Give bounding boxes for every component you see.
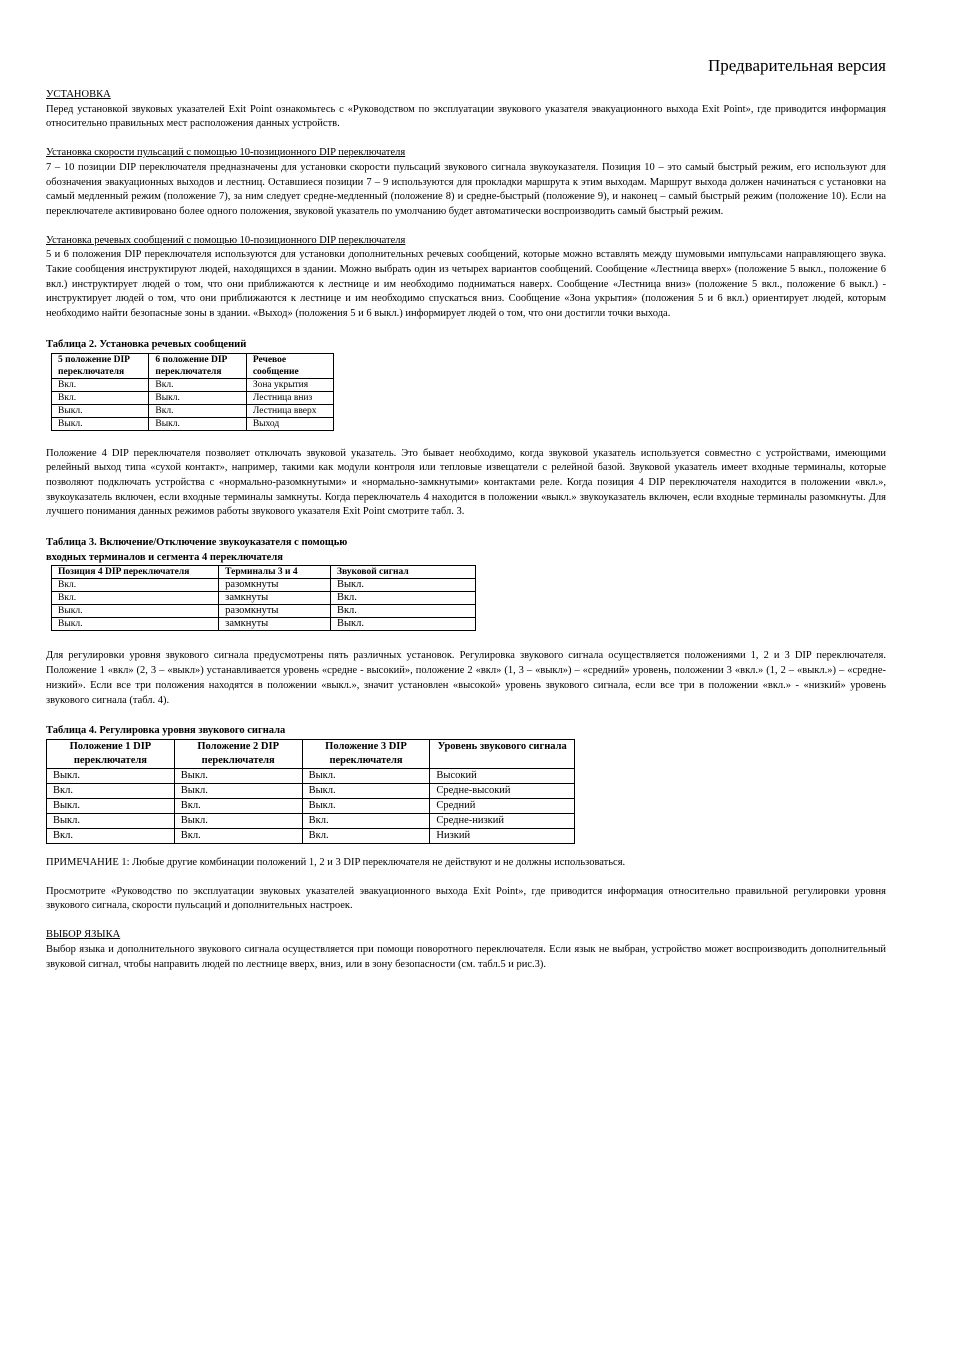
- table-header-cell: Звуковой сигнал: [330, 566, 475, 579]
- table3: [51, 565, 476, 631]
- table-cell: Вкл.: [52, 378, 149, 391]
- section-title-language: ВЫБОР ЯЗЫКА: [46, 929, 121, 941]
- table4-caption: Таблица 4. Регулировка уровня звукового сигнала: [46, 725, 286, 737]
- table-cell: Выкл.: [149, 391, 246, 404]
- table-cell: Выкл.: [302, 768, 430, 783]
- table2: [51, 353, 334, 431]
- table-header-cell: Речевое сообщение: [246, 353, 333, 378]
- table-cell: Вкл.: [302, 813, 430, 828]
- table-header-row: [52, 353, 334, 378]
- table-cell: замкнуты: [219, 592, 331, 605]
- document-body: [46, 88, 886, 972]
- table-cell: Выход: [246, 417, 333, 430]
- table-cell: Выкл.: [174, 783, 302, 798]
- table-cell: Выкл.: [302, 798, 430, 813]
- table-header-cell: Положение 2 DIP переключателя: [174, 739, 302, 768]
- table-header-cell: 5 положение DIP переключателя: [52, 353, 149, 378]
- table-header-cell: Терминалы 3 и 4: [219, 566, 331, 579]
- table-cell: Выкл.: [52, 605, 219, 618]
- table-cell: Лестница вверх: [246, 404, 333, 417]
- table-cell: замкнуты: [219, 618, 331, 631]
- section-title-pulse-rate: Установка скорости пульсаций с помощью 10-позиционного DIP переключателя: [46, 147, 406, 159]
- table-cell: Выкл.: [149, 417, 246, 430]
- table-cell: Вкл.: [52, 579, 219, 592]
- table-cell: разомкнуты: [219, 605, 331, 618]
- table-cell: Вкл.: [47, 828, 175, 843]
- table-header-cell: Положение 3 DIP переключателя: [302, 739, 430, 768]
- table-cell: Выкл.: [47, 813, 175, 828]
- table-header-row: [52, 566, 476, 579]
- table-header-cell: Уровень звукового сигнала: [430, 739, 575, 768]
- table-cell: Выкл.: [174, 813, 302, 828]
- page-header: Предварительная версия: [707, 56, 886, 75]
- table-cell: Выкл.: [47, 768, 175, 783]
- table-cell: Вкл.: [330, 605, 475, 618]
- table-cell: Вкл.: [174, 798, 302, 813]
- table-cell: Вкл.: [330, 592, 475, 605]
- table-row: [47, 768, 575, 783]
- paragraph-voice-messages: 5 и 6 положения DIP переключателя используются для установки дополнительных речевых сообщений, которые можно вставлять между шумовыми импульсами направляющего звука. Такие сообщения инструктируют людей, находящихся в здании. Можно выбрать один из четырех вариантов сообщений. Сообщение «Лестница вверх» (положение 5 выкл., положение 6 вкл.) инструктирует людей о том, что они приближаются к лестнице и им необходимо подниматься наверх. Сообщение «Лестница вниз» (положение 5 вкл., положение 6 выкл.) - инструктирует людей о том, что они приближаются к лестнице и им необходимо спускаться вниз. Сообщение «Зона укрытия» (положения 5 и 6 вкл.) ориентирует людей, которым необходимо найти безопасные зоны в здании. «Выход» (положения 5 и 6 выкл.) информирует людей о том, что они достигли точки выхода.: [46, 249, 886, 320]
- table-cell: разомкнуты: [219, 579, 331, 592]
- table-row: [52, 579, 476, 592]
- table-cell: Вкл.: [52, 391, 149, 404]
- table-row: [52, 378, 334, 391]
- table-cell: Вкл.: [174, 828, 302, 843]
- table-cell: Выкл.: [52, 417, 149, 430]
- table-cell: Средний: [430, 798, 575, 813]
- table-cell: Выкл.: [52, 404, 149, 417]
- table-row: [52, 391, 334, 404]
- table-header-row: [47, 739, 575, 768]
- table-cell: Вкл.: [149, 404, 246, 417]
- table-row: [52, 592, 476, 605]
- table2-caption: Таблица 2. Установка речевых сообщений: [46, 338, 247, 350]
- section-title-installation: УСТАНОВКА: [46, 89, 111, 100]
- table-row: [47, 783, 575, 798]
- table-cell: Выкл.: [52, 618, 219, 631]
- table-header-cell: 6 положение DIP переключателя: [149, 353, 246, 378]
- table-cell: Вкл.: [47, 783, 175, 798]
- paragraph-installation: Перед установкой звуковых указателей Exit Point ознакомьтесь с «Руководством по эксплуатации звукового указателя эвакуационного выхода Exit Point», где приводится информация относительно правильных мест расположения данных устройств.: [46, 103, 886, 130]
- table3-caption-line2: входных терминалов и сегмента 4 переключателя: [46, 551, 283, 563]
- table-header-cell: Положение 1 DIP переключателя: [47, 739, 175, 768]
- paragraph-pulse-rate: 7 – 10 позиции DIP переключателя предназначены для установки скорости пульсаций звукового сигнала звукоуказателя. Позиция 10 – это самый быстрый режим, его используют для обозначения эвакуационных выходов и лестниц. Оставшиеся позиции 7 – 9 используются для прокладки маршрута к этим выходам. Маршрут выхода должен начинаться с установки на самый медленный режим (положение 7), за ним следует средне-медленный (положение 8) и средне-быстрый (положение 9), и наконец – самый быстрый режим (положение 10). Если на переключателе активировано более одного положения, звуковой указатель по умолчанию будет автоматически воспроизводить самый быстрый режим.: [46, 161, 886, 217]
- table-cell: Выкл.: [47, 798, 175, 813]
- table-row: [52, 404, 334, 417]
- table-row: [47, 798, 575, 813]
- table4: [46, 739, 575, 844]
- paragraph-manual-reference: Просмотрите «Руководство по эксплуатации звуковых указателей эвакуационного выхода Exit Point», где приводится информация относительно правильной регулировки уровня звукового сигнала, скорости пульсаций и дополнительных настроек.: [46, 885, 886, 912]
- table-cell: Вкл.: [52, 592, 219, 605]
- section-title-voice-messages: Установка речевых сообщений с помощью 10-позиционного DIP переключателя: [46, 234, 406, 246]
- table-cell: Средне-низкий: [430, 813, 575, 828]
- paragraph-dip4: Положение 4 DIP переключателя позволяет отключать звуковой указатель. Это бывает необходимо, когда звуковой указатель используется совместно с устройствами, имеющими релейный выход типа «сухой контакт», например, такими как модули контроля или тепловые извещатели с релейной базой. Звуковой указатель имеет входные терминалы, которые позволяют подключать устройства с «нормально-разомкнутыми» и «нормально-замкнутыми» контактами реле. Когда позиция 4 DIP переключателя находится в положении «вкл.», звукоуказатель включен, если входные терминалы замкнуты. Когда переключатель 4 находится в положении «выкл.» звукоуказатель включен, если входные терминалы разомкнуты. Для лучшего понимания данных режимов работы звукового указателя Exit Point смотрите табл. 3.: [46, 447, 886, 518]
- paragraph-volume: Для регулировки уровня звукового сигнала предусмотрены пять различных установок. Регулировка звукового сигнала осуществляется положениями 1, 2 и 3 DIP переключателя. Положение 1 «вкл» (2, 3 – «выкл») устанавливается уровень «средне - высокий», положение 2 «вкл» (1, 3 – «выкл») – «средний» уровень, положении 3 «вкл.» (1, 2 – «выкл.») – «средне-низкий». Если все три положения находятся в положении «выкл.», значит установлен «высокой» уровень звукового сигнала, если все три в положении «вкл.» - «низкий» уровень звукового сигнала (табл. 4).: [46, 650, 886, 706]
- table-cell: Средне-высокий: [430, 783, 575, 798]
- table-row: [52, 618, 476, 631]
- table-cell: Вкл.: [149, 378, 246, 391]
- table-header-cell: Позиция 4 DIP переключателя: [52, 566, 219, 579]
- table-cell: Низкий: [430, 828, 575, 843]
- table-cell: Выкл.: [330, 579, 475, 592]
- note-1: ПРИМЕЧАНИЕ 1: Любые другие комбинации положений 1, 2 и 3 DIP переключателя не действуют и не должны использоваться.: [46, 856, 626, 868]
- table-row: [47, 828, 575, 843]
- table-cell: Зона укрытия: [246, 378, 333, 391]
- table-row: [52, 605, 476, 618]
- table-row: [47, 813, 575, 828]
- table-cell: Выкл.: [330, 618, 475, 631]
- table-cell: Выкл.: [302, 783, 430, 798]
- paragraph-language: Выбор языка и дополнительного звукового сигнала осуществляется при помощи поворотного переключателя. Если язык не выбран, устройство может воспроизводить дополнительный звуковой сигнал, чтобы направить людей по лестнице вверх, вниз, или в зону безопасности (см. табл.5 и рис.3).: [46, 943, 886, 970]
- table-cell: Высокий: [430, 768, 575, 783]
- table3-caption-line1: Таблица 3. Включение/Отключение звукоуказателя с помощью: [46, 537, 348, 549]
- table-cell: Лестница вниз: [246, 391, 333, 404]
- table-row: [52, 417, 334, 430]
- table-cell: Выкл.: [174, 768, 302, 783]
- table-cell: Вкл.: [302, 828, 430, 843]
